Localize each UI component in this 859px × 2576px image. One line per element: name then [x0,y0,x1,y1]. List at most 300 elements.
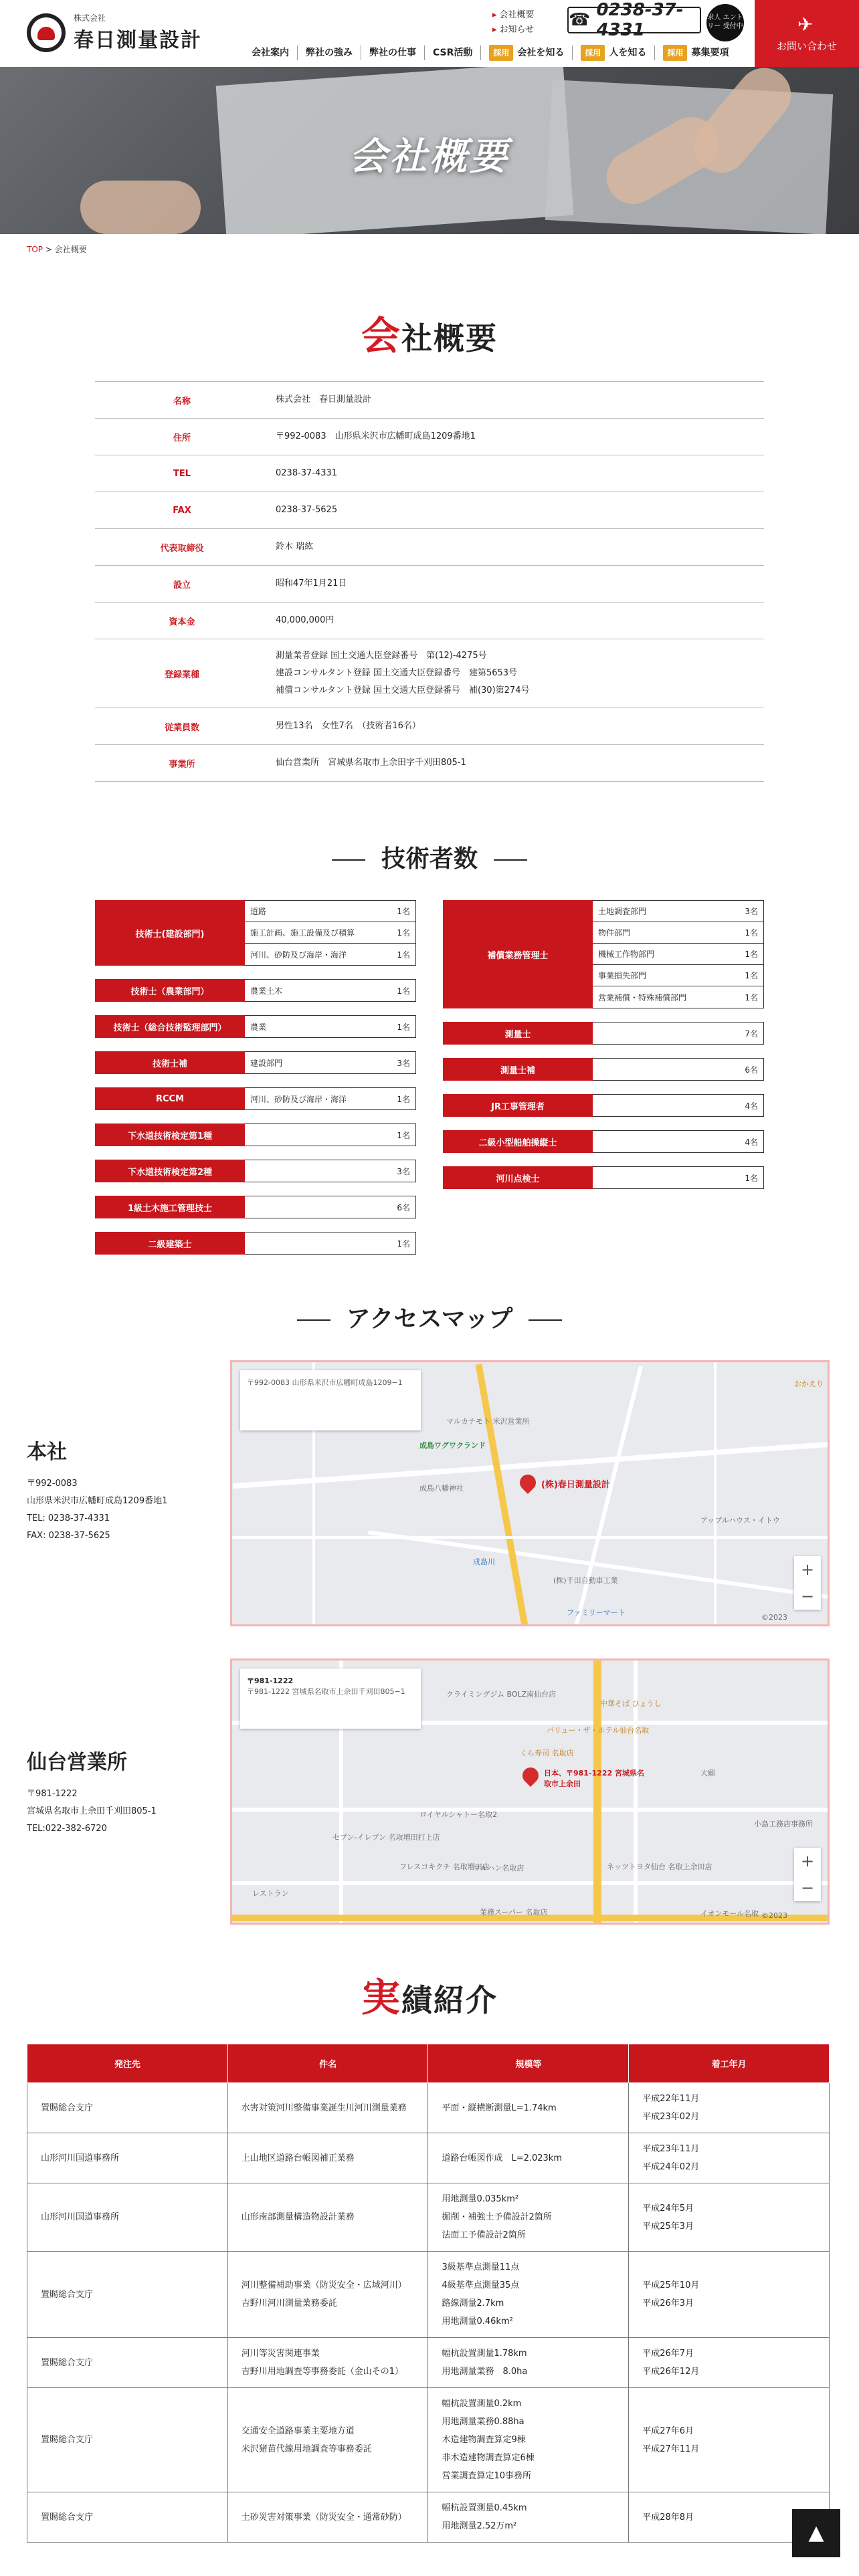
breadcrumb-current: 会社概要 [54,245,87,254]
engineer-count: 6名 [745,1065,758,1075]
works-subject [227,2133,428,2183]
profile-value [269,708,764,745]
engineers-left-column [95,900,416,1268]
engineer-field-name: 営業補償・特殊補償部門 [598,992,687,1002]
profile-label: 名称 [173,396,191,407]
works-scale-line: 用地測量0.46km² [442,2317,513,2327]
profile-value [269,419,764,455]
works-date-line: 平成25年10月 [642,2280,700,2290]
profile-label: 住所 [173,433,191,443]
hero-photo-hand [80,181,201,234]
profile-value-line: 〒992-0083 山形県米沢市広幡町成島1209番地1 [276,431,476,441]
engineer-qualification-label: 下水道技術検定第2種 [95,1160,245,1182]
works-subject-line: 吉野川河川測量業務委託 [241,2298,337,2309]
engineer-qualification-row [443,1058,764,1081]
engineer-qualification-label: 測量士補 [443,1058,593,1081]
engineer-count: 1名 [397,907,410,916]
profile-row [95,382,764,419]
sendai-office-name: 仙台営業所 [27,1751,127,1774]
works-subject-line: 土砂災害対策事業（防災安全・通常砂防） [241,2512,407,2523]
works-date-line: 平成23年02月 [642,2112,700,2122]
engineer-count-list [593,1094,764,1117]
profile-row [95,419,764,455]
engineer-count-item [245,1088,415,1109]
works-scale [428,2133,629,2183]
engineer-count-item [593,922,763,944]
engineer-count-list [593,1058,764,1081]
works-header-row [27,2044,830,2083]
profile-value-line: 0238-37-4331 [276,468,338,478]
works-date-line: 平成26年12月 [642,2367,700,2377]
profile-label: 従業員数 [164,722,199,733]
logo-company-name: 春日測量設計 [74,29,202,52]
engineer-qualification-label: 技術士(建設部門) [95,900,245,966]
engineer-count: 1名 [745,1173,758,1183]
profile-section-title [0,304,859,360]
works-date [629,2083,830,2133]
map-place: マルカナモト 米沢営業所 [446,1417,530,1426]
engineer-count-item [593,965,763,986]
profile-title-rest: 社概要 [401,320,498,356]
works-scale [428,2338,629,2388]
map-zoom-control[interactable] [794,1556,821,1610]
works-date-line: 平成26年3月 [642,2298,694,2309]
map-place: 成島ワグワクランド [419,1441,486,1450]
hero-title: 会社概要 [349,135,510,179]
sendai-office-address: 宮城県名取市上余田千刈田805-1 [27,1806,157,1816]
map-place: 中華そば ひょうし [600,1699,662,1708]
profile-label: 登録業種 [164,669,199,680]
nav-item-label: 人を知る [609,47,647,58]
works-subject-line: 交通安全道路事業主要地方道 [241,2426,355,2436]
head-office-map-info-box [240,1370,421,1430]
engineer-count: 1名 [397,1239,410,1249]
sendai-map-pin-label: 日本、〒981-1222 宮城県名取市上余田 [544,1769,644,1788]
nav-item-label: CSR活動 [433,47,473,58]
works-scale-line: 法面工予備設計2箇所 [442,2230,526,2240]
works-scale-line: 用地測量0.035km² [442,2194,519,2204]
engineer-count: 1名 [397,928,410,938]
sendai-office-zip: 〒981-1222 [27,1789,78,1799]
engineer-count-item [245,922,415,944]
works-scale [428,2183,629,2252]
engineer-count: 3名 [397,1166,410,1176]
works-row [27,2338,830,2388]
contact-button-label: お問い合わせ [776,40,837,52]
works-date-line: 平成26年7月 [642,2349,694,2359]
works-client: 置賜総合支庁 [27,2388,228,2492]
works-scale-line: 3級基準点測量11点 [442,2262,520,2272]
head-office-fax: FAX: 0238-37-5625 [27,1531,110,1541]
map-place: レストラン [252,1889,289,1898]
profile-row [95,639,764,708]
site-header [0,0,859,67]
nav-recruit-tag: 採用 [489,45,513,61]
engineer-count-item [245,1196,415,1218]
works-header-cell: 着工年月 [629,2044,830,2083]
nav-item-label: 募集要項 [691,47,729,58]
profile-row [95,529,764,566]
works-row [27,2252,830,2338]
works-title-rest: 績紹介 [401,1982,498,2018]
works-row [27,2183,830,2252]
engineer-count-item [245,901,415,922]
engineer-field-name: 道路 [250,907,267,916]
contact-button[interactable] [755,0,859,67]
engineer-qualification-row [443,1130,764,1153]
map-place: 成島八幡神社 [419,1484,464,1493]
engineer-count: 4名 [745,1137,758,1147]
engineer-qualification-row [95,1123,416,1146]
head-office-map[interactable] [230,1360,830,1626]
company-profile-table [95,381,764,782]
engineer-qualification-label: 河川点検士 [443,1166,593,1189]
engineer-count: 1名 [397,1094,410,1104]
global-nav [244,45,737,60]
profile-label: TEL [173,468,191,479]
engineer-field-name: 河川、砂防及び海岸・海洋 [250,950,347,960]
works-scale-line: 用地測量2.52万m² [442,2521,517,2531]
nav-item[interactable] [654,45,737,60]
engineer-count: 6名 [397,1202,410,1212]
logo-mark-icon [27,13,66,52]
engineer-count-item [593,901,763,922]
engineer-field-name: 施工計画、施工設備及び積算 [250,928,355,938]
engineer-qualification-label: 測量士 [443,1022,593,1045]
works-section-title [0,1966,859,2022]
engineer-count: 1名 [745,928,758,938]
works-subject-line: 吉野川用地調査等事務委託（金山その1） [241,2367,403,2377]
breadcrumb-separator: > [45,245,52,254]
engineer-count-list [245,1087,416,1110]
nav-item[interactable] [244,45,297,60]
map-place: 成島川 [473,1558,495,1566]
profile-value-line: 株式会社 春日測量設計 [276,395,372,405]
works-scale [428,2492,629,2543]
engineer-count-list [245,1123,416,1146]
header-tel-number: 0238-37-4331 [596,0,684,40]
works-scale-line: 道路台帳図作成 L=2.023km [442,2153,562,2163]
profile-value [269,492,764,529]
engineer-qualification-row [443,1094,764,1117]
works-subject [227,2183,428,2252]
engineer-count-item [593,1095,763,1116]
map-place: くら寿司 名取店 [520,1749,574,1757]
hero-banner [0,67,859,234]
works-scale [428,2083,629,2133]
works-scale-line: 用地測量業務 8.0ha [442,2367,528,2377]
site-logo[interactable] [27,12,202,53]
profile-label: FAX [173,505,191,516]
engineer-field-name: 土地調査部門 [598,907,647,916]
engineer-qualification-row [95,1160,416,1182]
engineer-count-item [593,1059,763,1080]
nav-item[interactable] [424,45,480,60]
profile-row [95,492,764,529]
profile-value-line: 昭和47年1月21日 [276,578,347,588]
map-place: 業務スーパー 名取店 [480,1908,548,1917]
works-subject [227,2388,428,2492]
map-place: 小島工務店事務所 [754,1820,813,1828]
map-place: フレスコキクチ 名取増田店 [399,1862,490,1871]
breadcrumb-top-link[interactable]: TOP [27,245,43,254]
engineer-qualification-row [95,1051,416,1074]
profile-value-line: 40,000,000円 [276,615,335,625]
engineer-count-item [593,1167,763,1188]
engineer-count-list [245,900,416,966]
engineer-qualification-row [443,900,764,1008]
nav-item-label: 会社案内 [252,47,289,58]
engineer-count: 7名 [745,1029,758,1039]
profile-value [269,639,764,708]
engineer-field-name: 農業土木 [250,986,283,996]
engineer-qualification-label: 二級小型船舶操縦士 [443,1130,593,1153]
engineer-count-list [593,1166,764,1189]
engineer-count-item [245,1052,415,1073]
top-link-news[interactable]: ▸ お知らせ [492,23,535,37]
profile-label: 資本金 [169,617,195,627]
works-row [27,2083,830,2133]
profile-value-line: 補償コンサルタント登録 国土交通大臣登録番号 補(30)第274号 [276,685,530,695]
works-date-line: 平成24年02月 [642,2162,700,2172]
nav-item-label: 弊社の仕事 [369,47,416,58]
sendai-office-info [27,1786,157,1838]
profile-row [95,745,764,782]
works-subject-line: 河川等災害関連事業 [241,2349,320,2359]
engineer-qualification-row [95,1196,416,1218]
map-place: セブン-イレブン 名取増田打上店 [332,1833,440,1842]
map-place: アップルハウス・イトウ [700,1516,780,1525]
map-place: おかえり [794,1380,824,1388]
works-subject [227,2492,428,2543]
map-place: クライミングジム BOLZ南仙台店 [446,1690,557,1699]
zoom-in-icon[interactable]: + [800,1560,815,1579]
top-links [492,8,535,37]
engineer-qualification-label: 下水道技術検定第1種 [95,1123,245,1146]
map-pin-icon[interactable] [519,1764,542,1787]
top-link-company[interactable]: ▸ 会社概要 [492,8,535,23]
engineer-count-item [245,1124,415,1146]
profile-value-line: 0238-37-5625 [276,505,338,515]
works-client: 置賜総合支庁 [27,2492,228,2543]
profile-value [269,566,764,603]
works-header-cell: 件名 [227,2044,428,2083]
nav-item-label: 弊社の強み [306,47,353,58]
map-copyright: ©2023 [761,1613,787,1622]
map-place: ファミリーマート [567,1608,626,1617]
nav-item[interactable] [572,45,654,60]
works-subject-line: 上山地区道路台帳図補正業務 [241,2153,355,2163]
works-subject-line: 米沢猪苗代線用地調査等事務委託 [241,2444,372,2454]
engineer-qualification-label: JR工事管理者 [443,1094,593,1117]
map-place: 大願 [700,1769,715,1778]
head-office-address: 山形県米沢市広幡町成島1209番地1 [27,1496,168,1506]
back-to-top-button[interactable]: ▲ [792,2509,840,2557]
engineer-field-name: 物件部門 [598,928,631,938]
works-row [27,2133,830,2183]
engineer-qualification-row [443,1166,764,1189]
nav-item[interactable] [361,45,424,60]
engineer-count: 4名 [745,1101,758,1111]
engineer-qualification-label: 補償業務管理士 [443,900,593,1008]
works-row [27,2388,830,2492]
works-scale-line: 幅杭設置測量1.78km [442,2349,527,2359]
works-scale-line: 木造建物調査算定9棟 [442,2435,526,2445]
engineer-count-list [245,1232,416,1255]
engineer-count: 1名 [397,986,410,996]
zoom-out-icon[interactable]: − [800,1879,815,1897]
engineer-qualification-label: RCCM [95,1087,245,1110]
map-place: ネッツトヨタ仙台 名取上余田店 [607,1862,712,1871]
works-scale-line: 路線測量2.7km [442,2298,504,2309]
zoom-in-icon[interactable]: + [800,1852,815,1870]
engineer-field-name: 機械工作物部門 [598,950,655,959]
profile-label: 事業所 [169,759,195,770]
engineer-count: 1名 [745,950,758,959]
profile-label: 代表取締役 [160,543,204,554]
profile-title-first: 会 [361,313,401,358]
nav-item-label: 会社を知る [517,47,565,58]
engineer-count-item [593,986,763,1008]
engineer-count: 1名 [745,971,758,980]
profile-label: 設立 [173,580,191,591]
engineer-count-list [245,1015,416,1038]
nav-item[interactable] [480,45,572,60]
profile-value-line: 仙台営業所 宮城県名取市上余田字千刈田805-1 [276,758,466,768]
engineer-count-list [245,979,416,1002]
paper-plane-icon: ✈ [797,13,814,35]
zoom-out-icon[interactable]: − [800,1587,815,1606]
engineer-field-name: 建設部門 [250,1058,283,1068]
engineer-field-name: 河川、砂防及び海岸・海洋 [250,1094,347,1104]
engineer-qualification-row [95,900,416,966]
nav-recruit-tag: 採用 [663,45,687,61]
nav-item[interactable] [297,45,361,60]
profile-value [269,529,764,566]
engineer-qualification-row [95,1232,416,1255]
profile-value [269,382,764,419]
head-office-name: 本社 [27,1440,67,1464]
works-date-line: 平成27年11月 [642,2444,700,2454]
profile-row [95,455,764,492]
engineer-count-item [245,1016,415,1037]
engineer-count: 1名 [397,1130,410,1140]
works-scale-line: 非木造建物調査算定6棟 [442,2453,535,2463]
works-date-line: 平成27年6月 [642,2426,694,2436]
works-date [629,2252,830,2338]
engineer-qualification-label: 技術士（農業部門） [95,979,245,1002]
engineer-count: 1名 [397,1022,410,1032]
engineer-count: 1名 [745,992,758,1002]
works-scale-line: 用地測量業務0.88ha [442,2417,524,2427]
map-place: マルハン名取店 [473,1864,524,1872]
recruit-entry-badge[interactable]: 求人 エントリー 受付中 [706,4,744,41]
engineer-count: 3名 [745,907,758,916]
works-date-line: 平成22年11月 [642,2094,700,2104]
engineer-count-item [245,1160,415,1182]
engineer-count: 1名 [397,950,410,960]
works-scale-line: 平面・縦横断測量L=1.74km [442,2103,557,2113]
works-subject [227,2083,428,2133]
profile-value [269,745,764,782]
profile-row [95,566,764,603]
works-date-line: 平成28年8月 [642,2512,694,2523]
sendai-office-map[interactable] [230,1658,830,1925]
works-client: 置賜総合支庁 [27,2338,228,2388]
engineer-count-list [593,1022,764,1045]
engineer-field-name: 事業損失部門 [598,971,647,980]
engineer-count-item [245,980,415,1001]
head-office-info [27,1475,167,1545]
engineer-count-list [245,1160,416,1182]
engineer-count-list [245,1051,416,1074]
sendai-office-tel: TEL:022-382-6720 [27,1824,107,1834]
engineer-qualification-row [95,1015,416,1038]
works-header-cell: 発注先 [27,2044,228,2083]
engineer-count-list [593,1130,764,1153]
works-date-line: 平成23年11月 [642,2144,700,2154]
works-client: 置賜総合支庁 [27,2083,228,2133]
map-place: (株)千田自動車工業 [553,1576,618,1585]
map-pin-icon[interactable] [516,1471,539,1494]
engineer-count-item [245,1232,415,1254]
engineer-qualification-row [95,1087,416,1110]
engineer-count-list [245,1196,416,1218]
engineer-field-name: 農業 [250,1022,267,1032]
works-scale-line: 幅杭設置測量0.45km [442,2503,527,2513]
works-table [27,2044,830,2543]
engineer-count-item [245,944,415,965]
works-subject-line: 山形南部測量構造物設計業務 [241,2212,355,2222]
works-title-first: 実 [361,1975,401,2020]
works-subject-line: 水害対策河川整備事業誕生川河川測量業務 [241,2103,407,2113]
works-date [629,2338,830,2388]
works-subject [227,2338,428,2388]
works-client: 山形河川国道事務所 [27,2133,228,2183]
works-header-cell: 規模等 [428,2044,629,2083]
map-place: バリュー・ザ・ホテル仙台名取 [547,1726,650,1735]
profile-value-line: 測量業者登録 国土交通大臣登録番号 第(12)-4275号 [276,651,487,661]
engineer-qualification-label: 技術士（総合技術監理部門） [95,1015,245,1038]
map-place: イオンモール名取 [700,1909,759,1918]
head-office-map-address: 〒992-0083 山形県米沢市広幡町成島1209−1 [247,1378,403,1387]
engineers-section-title: 技術者数 [0,840,859,874]
works-scale-line: 4級基準点測量35点 [442,2280,520,2290]
head-office-tel: TEL: 0238-37-4331 [27,1513,110,1523]
map-place: ロイヤルシャトー名取2 [419,1810,498,1819]
breadcrumb [27,243,87,255]
engineer-count-list [593,900,764,1008]
nav-recruit-tag: 採用 [581,45,605,61]
works-date [629,2388,830,2492]
engineer-count-item [593,1131,763,1152]
engineer-count-item [593,1023,763,1044]
logo-small-text: 株式会社 [74,13,106,23]
works-scale [428,2388,629,2492]
map-zoom-control[interactable] [794,1848,821,1901]
profile-value-line: 鈴木 瑞紘 [276,542,314,552]
works-date [629,2183,830,2252]
profile-value-line: 建設コンサルタント登録 国土交通大臣登録番号 建第5653号 [276,668,518,678]
works-scale [428,2252,629,2338]
header-tel[interactable] [567,0,701,40]
engineer-count: 3名 [397,1058,410,1068]
engineer-qualification-label: 1級土木施工管理技士 [95,1196,245,1218]
works-client: 置賜総合支庁 [27,2252,228,2338]
profile-value-line: 男性13名 女性7名 （技術者16名） [276,721,421,731]
engineer-qualification-label: 技術士補 [95,1051,245,1074]
engineer-count-item [593,944,763,965]
